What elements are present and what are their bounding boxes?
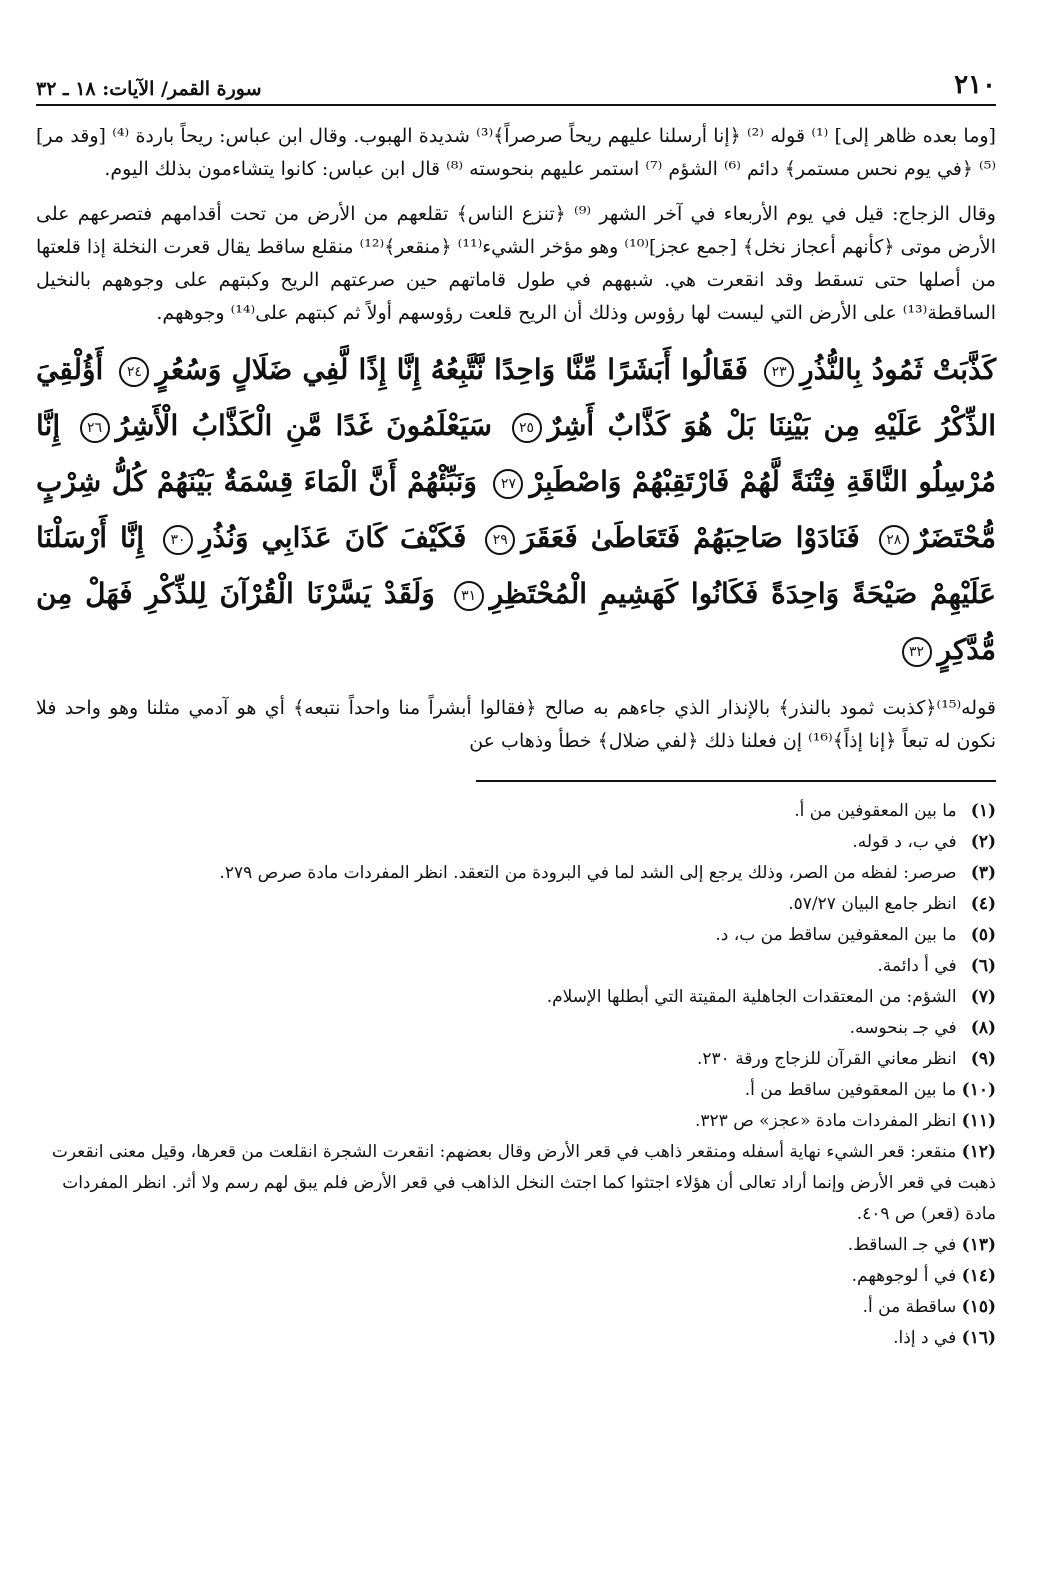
- verse-text: فَقَالُوا أَبَشَرًا مِّنَّا وَاحِدًا نَّتَّبِعُهُ إِنَّا إِذًا لَّفِي ضَلَالٍ وَسُعُرٍ: [155, 353, 749, 386]
- footnote: [36, 827, 996, 858]
- footnote: [36, 1106, 996, 1137]
- footnote-text: في ب، د قوله.: [852, 832, 957, 852]
- footnote: [36, 889, 996, 920]
- footnote-number: (٢): [970, 832, 996, 852]
- verse-text: فَكَيْفَ كَانَ عَذَابِي وَنُذُرِ: [198, 521, 467, 554]
- footnote-text: ساقطة من أ.: [862, 1297, 957, 1317]
- footnote-number: (١٠): [961, 1080, 996, 1100]
- footnote: [36, 796, 996, 827]
- footnote-text: انظر جامع البيان ٥٧/٢٧.: [788, 894, 957, 914]
- ayah-number-marker: ٢٩: [485, 525, 515, 555]
- footnote: [36, 951, 996, 982]
- footnote-number: (٧): [970, 987, 996, 1007]
- footnote-text: الشؤم: من المعتقدات الجاهلية المقيتة التي أبطلها الإسلام.: [546, 987, 957, 1007]
- footnote-text: ما بين المعقوفين من أ.: [794, 801, 957, 821]
- verse-text: وَلَقَدْ يَسَّرْنَا الْقُرْآنَ لِلذِّكْرِ فَهَلْ مِن مُّدَّكِرٍ: [36, 577, 996, 666]
- footnote-number: (٥): [970, 925, 996, 945]
- footnote-text: في أ دائمة.: [877, 956, 957, 976]
- verse-text: إِنَّا أَرْسَلْنَا عَلَيْهِمْ صَيْحَةً وَاحِدَةً فَكَانُوا كَهَشِيمِ الْمُحْتَظِرِ: [36, 521, 996, 610]
- footnote-text: انظر المفردات مادة «عجز» ص ٣٢٣.: [695, 1111, 957, 1131]
- ayah-number-marker: ٢٧: [493, 469, 523, 499]
- footnote-text: منقعر: قعر الشيء نهاية أسفله ومنقعر ذاهب في قعر الأرض وقال بعضهم: انقعرت الشجرة انقلعت من قعرها، وقيل معنى انقعرت ذهبت في قعر الأرض وإنما أراد تعالى أن هؤلاء اجتثوا كما اجتث النخل الذاهب في قعر الأرض فلم يبق لهم رسم ولا أثر. انظر المفردات مادة (قعر) ص ٤٠٩.: [51, 1142, 996, 1224]
- ayah-number-marker: ٢٨: [879, 525, 909, 555]
- ayah-number-marker: ٢٦: [80, 413, 110, 443]
- footnote-text: في د إذا.: [893, 1328, 957, 1348]
- ayah-number-marker: ٣١: [454, 581, 484, 611]
- footnote: [36, 858, 996, 889]
- paragraph-1: [وما بعده ظاهر إلى] ⁽¹⁾ قوله ⁽²⁾ ﴿إنا أرسلنا عليهم ريحاً صرصراً﴾⁽³⁾ شديدة الهبوب. وقال ابن عباس: ريحاً باردة ⁽⁴⁾ [وقد مر] ⁽⁵⁾ ﴿في يوم نحس مستمر﴾ دائم ⁽⁶⁾ الشؤم ⁽⁷⁾ استمر عليهم بنحوسته ⁽⁸⁾ قال ابن عباس: كانوا يتشاءمون بذلك اليوم.: [36, 125, 996, 180]
- footnote: [36, 920, 996, 951]
- footnote-number: (١٦): [961, 1328, 996, 1348]
- footnote: [36, 1013, 996, 1044]
- page-number: ٢١٠: [954, 70, 996, 100]
- ayah-number-marker: ٣٢: [902, 637, 932, 667]
- verse-text: وَنَبِّئْهُمْ أَنَّ الْمَاءَ قِسْمَةٌ بَيْنَهُمْ كُلُّ شِرْبٍ مُّحْتَضَرٌ: [36, 465, 996, 554]
- running-title: سورة القمر/ الآيات: ١٨ ـ ٣٢: [36, 78, 262, 100]
- footnote-number: (١): [970, 801, 996, 821]
- footnote-text: في جـ الساقط.: [847, 1235, 957, 1255]
- footnote: [36, 1137, 996, 1230]
- footnote-number: (٤): [970, 894, 996, 914]
- footnote-number: (٨): [970, 1018, 996, 1038]
- verse-text: سَيَعْلَمُونَ غَدًا مَّنِ الْكَذَّابُ الْأَشِرُ: [115, 409, 493, 442]
- page-header: [36, 70, 996, 106]
- footnote: [36, 1323, 996, 1354]
- footnote-text: ما بين المعقوفين ساقط من أ.: [744, 1080, 957, 1100]
- footnote-divider: [476, 780, 996, 782]
- footnote-text: في أ لوجوههم.: [851, 1266, 957, 1286]
- footnote-text: ما بين المعقوفين ساقط من ب، د.: [715, 925, 957, 945]
- footnote: [36, 1261, 996, 1292]
- footnote: [36, 1230, 996, 1261]
- quran-verses: [36, 342, 996, 678]
- commentary-paragraph: قوله⁽¹⁵⁾﴿كذبت ثمود بالنذر﴾ بالإنذار الذي جاءهم به صالح ﴿فقالوا أبشراً منا واحداً نتبعه﴾ أي هو آدمي مثلنا وهو واحد فلا نكون له تبعاً ﴿إنا إذاً﴾⁽¹⁶⁾ إن فعلنا ذلك ﴿لفي ضلال﴾ خطأ وذهاب عن: [36, 697, 996, 752]
- verse-text: أَؤُلْقِيَ الذِّكْرُ عَلَيْهِ مِن بَيْنِنَا بَلْ هُوَ كَذَّابٌ أَشِرٌ: [36, 353, 997, 442]
- verse-text: إِنَّا مُرْسِلُو النَّاقَةِ فِتْنَةً لَّهُمْ فَارْتَقِبْهُمْ وَاصْطَبِرْ: [36, 409, 997, 498]
- footnote-number: (٩): [970, 1049, 996, 1069]
- footnote-number: (١٣): [961, 1235, 996, 1255]
- footnote-number: (٦): [970, 956, 996, 976]
- footnote-text: انظر معاني القرآن للزجاج ورقة ٢٣٠.: [696, 1049, 957, 1069]
- footnote: [36, 1075, 996, 1106]
- footnote-number: (١١): [961, 1111, 996, 1131]
- footnote: [36, 982, 996, 1013]
- ayah-number-marker: ٢٥: [512, 413, 542, 443]
- footnote-number: (٣): [970, 863, 996, 883]
- ayah-number-marker: ٣٠: [163, 525, 193, 555]
- footnote-number: (١٤): [961, 1266, 996, 1286]
- footnote: [36, 1292, 996, 1323]
- verse-text: فَنَادَوْا صَاحِبَهُمْ فَتَعَاطَىٰ فَعَقَرَ: [521, 521, 860, 554]
- ayah-number-marker: ٢٣: [764, 357, 794, 387]
- footnote-number: (١٢): [961, 1142, 996, 1162]
- footnotes: [36, 796, 996, 1354]
- footnote-number: (١٥): [961, 1297, 996, 1317]
- ayah-number-marker: ٢٤: [119, 357, 149, 387]
- verse-text: كَذَّبَتْ ثَمُودُ بِالنُّذُرِ: [800, 353, 997, 386]
- paragraph-2: وقال الزجاج: قيل في يوم الأربعاء في آخر الشهر ⁽⁹⁾ ﴿تنزع الناس﴾ تقلعهم من الأرض من تحت أقدامهم فتصرعهم على الأرض موتى ﴿كأنهم أعجاز نخل﴾ [جمع عجز]⁽¹⁰⁾ وهو مؤخر الشيء⁽¹¹⁾ ﴿منقعر﴾⁽¹²⁾ منقلع ساقط يقال قعرت النخلة إذا قلعتها من أصلها حتى تسقط وقد انقعرت هي. شبههم في طول قاماتهم حين صرعتهم الريح وكبتهم على وجوههم بالنخيل الساقطة⁽¹³⁾ على الأرض التي ليست لها رؤوس وذلك أن الريح قلعت رؤوسهم أولاً ثم كبتهم على⁽¹⁴⁾ وجوههم.: [36, 203, 996, 324]
- footnote-text: صرصر: لفظه من الصر، وذلك يرجع إلى الشد لما في البرودة من التعقد. انظر المفردات مادة صرص ٢٧٩.: [219, 863, 957, 883]
- footnote: [36, 1044, 996, 1075]
- footnote-text: في جـ بنحوسه.: [849, 1018, 957, 1038]
